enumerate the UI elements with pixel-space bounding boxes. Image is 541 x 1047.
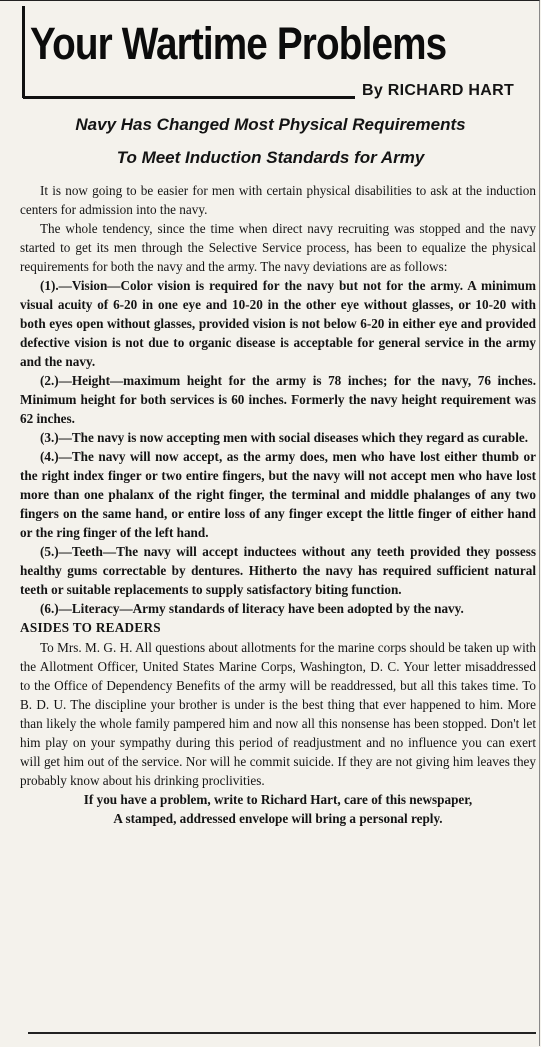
article-body xyxy=(20,181,536,828)
deviation-fingers: (4.)—The navy will now accept, as the army does, men who have lost either thumb or the right index finger or two entire fingers, but the navy will not accept men who have lost more than one phalanx of the right finger, the terminal and middle phalanges of any two fingers on the same hand, or entire loss of any finger except the little finger of either hand or the ring finger of the left hand. xyxy=(20,449,536,540)
closing-rule xyxy=(28,1032,536,1034)
deviation-literacy: (6.)—Literacy—Army standards of literacy have been adopted by the navy. xyxy=(40,601,464,616)
footer-line-1: If you have a problem, write to Richard Hart, care of this newspaper, xyxy=(83,792,473,807)
asides-text: To Mrs. M. G. H. All questions about allotments for the marine corps should be taken up with the Allotment Officer, United States Marine Corps, Washington, D. C. Your letter misaddressed to the Office of Dependency Benefits of the army will be readdressed, but all this takes time. To B. D. U. The discipline your brother is under is the best thing that ever happened to him. More than likely the whole family pampered him and now all this nonsense has been stopped. Don't let him play on your sympathy during this period of readjustment and no influence you can exert will get him out of the service. Nor will he commit suicide. If they are not giving him leaves they probably know about his drinking proclivities. xyxy=(20,640,536,788)
asides-heading: ASIDES TO READERS xyxy=(20,620,161,635)
deviation-vision: (1).—Vision—Color vision is required for the navy but not for the army. A minimum visual acuity of 6-20 in one eye and 10-20 in the other eye without glasses, or 10-20 with both eyes open without glasses, provided vision is not below 6-20 in either eye and provided defective vision is not due to organic disease is acceptable for general service in the army and the navy. xyxy=(20,278,536,369)
column-title: Your Wartime Problems xyxy=(30,18,447,69)
footer-line-2: A stamped, addressed envelope will bring a personal reply. xyxy=(113,811,443,826)
deviation-teeth: (5.)—Teeth—The navy will accept inductees without any teeth provided they possess healthy gums correctable by dentures. Hitherto the navy has required sufficient natural teeth or suitable replacements to supply satisfactory biting function. xyxy=(20,544,536,597)
deviation-height: (2.)—Height—maximum height for the army is 78 inches; for the navy, 76 inches. Minimum height for both services is 60 inches. Formerly the navy height requirement was 62 inches. xyxy=(20,373,536,426)
deviation-social-diseases: (3.)—The navy is now accepting men with social diseases which they regard as curable. xyxy=(40,430,529,445)
headline-line-1: Navy Has Changed Most Physical Requirements xyxy=(75,115,466,134)
intro-paragraph: It is now going to be easier for men with certain physical disabilities to ask at the induction centers for admission into the navy. xyxy=(20,183,536,217)
masthead-rule xyxy=(23,96,355,99)
column-masthead xyxy=(0,4,541,100)
headline-line-2: To Meet Induction Standards for Army xyxy=(116,148,425,167)
byline: By RICHARD HART xyxy=(362,82,515,99)
tendency-paragraph: The whole tendency, since the time when direct navy recruiting was stopped and the navy started to get its men through the Selective Service process, has been to equalize the physical requirements for both the navy and the army. The navy deviations are as follows: xyxy=(20,221,536,274)
